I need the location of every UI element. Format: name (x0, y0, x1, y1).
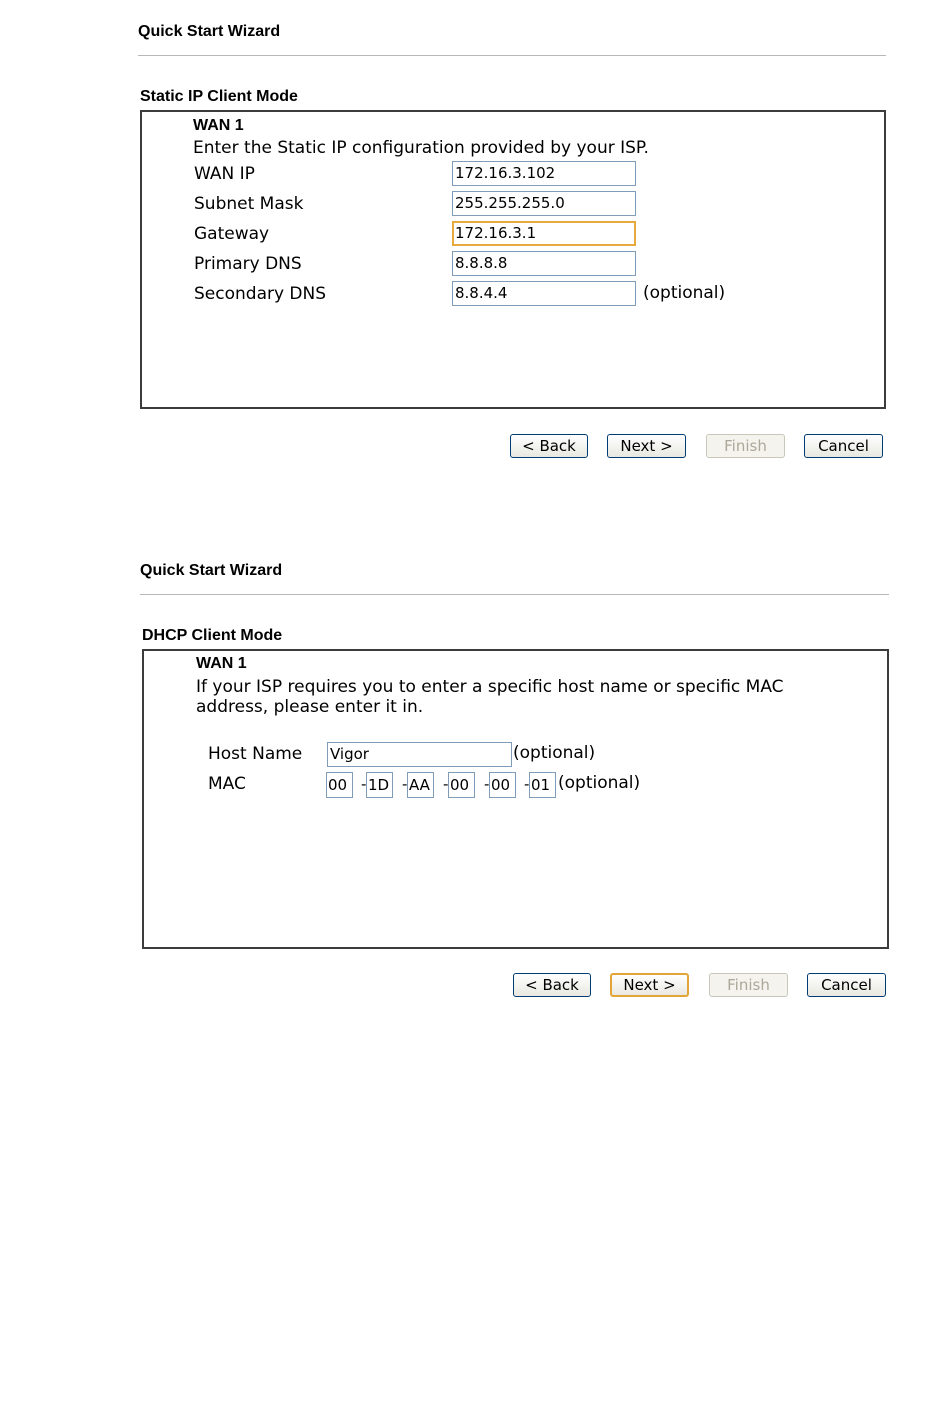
wan-label: WAN 1 (196, 655, 247, 672)
secondary-dns-input[interactable]: 8.8.4.4 (452, 281, 636, 306)
wan-ip-label: WAN IP (194, 164, 255, 184)
mac-octet-4-input[interactable]: 00 (448, 772, 475, 798)
back-button[interactable]: < Back (510, 434, 588, 458)
instruction-text-line2: address, please enter it in. (196, 697, 424, 717)
title-divider (138, 55, 886, 56)
section-title: DHCP Client Mode (142, 627, 283, 644)
secondary-dns-label: Secondary DNS (194, 284, 327, 304)
gateway-label: Gateway (194, 224, 270, 244)
host-optional-label: (optional) (513, 743, 596, 763)
mac-octet-5-input[interactable]: 00 (489, 772, 516, 798)
mac-optional-label: (optional) (558, 773, 641, 793)
primary-dns-label: Primary DNS (194, 254, 302, 274)
wan-ip-input[interactable]: 172.16.3.102 (452, 161, 636, 186)
mac-octet-3-input[interactable]: AA (407, 772, 434, 798)
mac-separator: - (484, 775, 490, 793)
host-name-label: Host Name (208, 744, 303, 764)
mac-octet-1-input[interactable]: 00 (326, 772, 353, 798)
section-title: Static IP Client Mode (140, 88, 298, 105)
host-name-input[interactable]: Vigor (327, 742, 512, 767)
instruction-text: Enter the Static IP configuration provided by your ISP. (193, 138, 649, 158)
finish-button[interactable]: Finish (709, 973, 788, 997)
wizard-title: Quick Start Wizard (140, 562, 283, 579)
title-divider (140, 594, 889, 595)
mac-octet-6-input[interactable]: 01 (529, 772, 556, 798)
mac-separator: - (443, 775, 449, 793)
cancel-button[interactable]: Cancel (804, 434, 883, 458)
wan-label: WAN 1 (193, 117, 244, 134)
cancel-button[interactable]: Cancel (807, 973, 886, 997)
finish-button[interactable]: Finish (706, 434, 785, 458)
subnet-mask-label: Subnet Mask (194, 194, 304, 214)
next-button[interactable]: Next > (610, 973, 689, 997)
mac-octet-2-input[interactable]: 1D (366, 772, 393, 798)
primary-dns-input[interactable]: 8.8.8.8 (452, 251, 636, 276)
wizard-title: Quick Start Wizard (138, 23, 281, 40)
mac-label: MAC (208, 774, 246, 794)
optional-label: (optional) (643, 283, 726, 303)
gateway-input[interactable]: 172.16.3.1 (452, 221, 636, 246)
back-button[interactable]: < Back (513, 973, 591, 997)
next-button[interactable]: Next > (607, 434, 686, 458)
mac-separator: - (361, 775, 367, 793)
mac-separator: - (402, 775, 408, 793)
instruction-text-line1: If your ISP requires you to enter a specific host name or specific MAC (196, 677, 784, 697)
mac-separator: - (524, 775, 530, 793)
subnet-mask-input[interactable]: 255.255.255.0 (452, 191, 636, 216)
